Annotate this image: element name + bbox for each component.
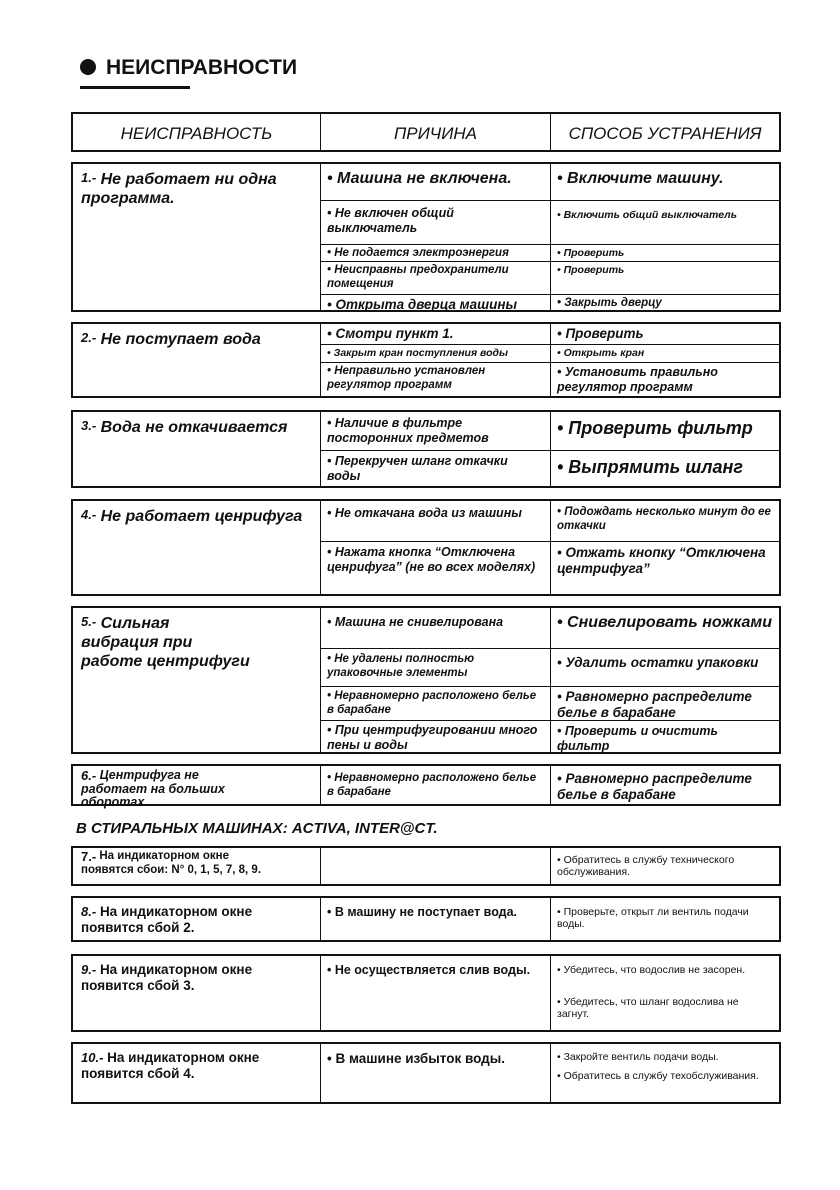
fix-cell: • Равномерно распределите белье в барабане	[551, 686, 779, 720]
fix-cell: • Снивелировать ножками	[557, 614, 773, 631]
fix-cell: • Установить правильно регулятор программ	[551, 362, 779, 398]
fix-cell: • Выпрямить шланг	[551, 450, 779, 488]
problem-text: $^{3.-}$ Вода не откачивается	[81, 418, 288, 436]
fix-cell: • Подождать несколько минут до ее откачки	[557, 506, 771, 532]
table-row	[71, 896, 781, 942]
fix-cell: • Равномерно распределите белье в барабане	[557, 771, 752, 802]
cause-cell: • Машина не включена.	[327, 170, 512, 187]
cause-cell: • В машину не поступает вода.	[327, 905, 518, 919]
table-row	[71, 954, 781, 1032]
cause-cell: • Неправильно установлен регулятор программ	[321, 362, 550, 398]
header-fix: СПОСОБ УСТРАНЕНИЯ	[568, 124, 762, 143]
cause-cell: • Неравномерно расположено белье в барабане	[327, 772, 537, 798]
fix-cell: • Убедитесь, что шланг водослива не загнут.	[557, 996, 739, 1021]
fix-cell: • Обратитесь в службу техобслуживания.	[557, 1070, 759, 1082]
problem-text: 10.- На индикаторном окне появится сбой 4.	[81, 1050, 260, 1082]
fix-cell: • Включите машину.	[557, 170, 724, 187]
cause-cell: • Неисправны предохранители помещения	[321, 261, 550, 294]
fix-cell: • Проверить	[551, 244, 779, 261]
table-row	[71, 846, 781, 886]
fix-cell: • Проверить	[551, 261, 779, 294]
cause-cell: • Открыта дверца машины	[321, 294, 550, 312]
problem-text: 9.- На индикаторном окне появится сбой 3.	[81, 962, 253, 994]
fix-cell: • Проверить и очистить фильтр	[551, 720, 779, 754]
cause-cell: • При центрифугировании много пены и воды	[321, 720, 550, 754]
fix-cell: • Проверить фильтр	[557, 418, 753, 438]
cause-cell: • Перекручен шланг откачки воды	[321, 450, 550, 488]
problem-text: $^{4.-}$ Не работает ценрифуга	[81, 507, 303, 525]
cause-cell: • Не подается электроэнергия	[321, 244, 550, 261]
header-cause: ПРИЧИНА	[393, 124, 478, 143]
fix-cell: • Удалить остатки упаковки	[551, 648, 779, 686]
cause-cell: • В машине избыток воды.	[327, 1051, 506, 1066]
cause-cell	[321, 852, 550, 856]
table-row	[71, 1042, 781, 1104]
table-row	[71, 764, 781, 809]
title-underline	[80, 86, 190, 89]
table-row	[71, 162, 781, 312]
cause-cell: • Наличие в фильтре посторонних предметов	[327, 416, 489, 445]
cause-cell: • Нажата кнопка “Отключена ценрифуга” (не во всех моделях)	[321, 541, 550, 596]
cause-cell: • Закрыт кран поступления воды	[321, 344, 550, 362]
problem-text: $^{2.-}$ Не поступает вода	[81, 330, 261, 348]
problem-text: 8.- На индикаторном окне появится сбой 2.	[81, 904, 253, 936]
fix-cell: • Проверить	[557, 326, 644, 341]
fix-cell: • Открыть кран	[551, 344, 779, 362]
fix-cell: • Закройте вентиль подачи воды.	[557, 1051, 719, 1063]
cause-cell: • Неравномерно расположено белье в барабане	[321, 686, 550, 720]
section-title: В СТИРАЛЬНЫХ МАШИНАХ: ACTIVA, INTER@CT.	[76, 820, 438, 837]
cause-cell: • Не удалены полностью упаковочные элементы	[321, 648, 550, 686]
header-problem: НЕИСПРАВНОСТЬ	[120, 124, 273, 143]
cause-cell: • Машина не снивелирована	[327, 615, 504, 629]
problem-text: $^{1.-}$ Не работает ни одна программа.	[81, 170, 277, 208]
fix-cell: • Включить общий выключатель	[551, 200, 779, 244]
problem-text: 6.- Центрифуга не работает на больших оборотах	[81, 768, 225, 809]
fix-cell: • Убедитесь, что водослив не засорен.	[557, 964, 746, 976]
cause-cell: • Не осуществляется слив воды.	[327, 963, 531, 977]
problem-text: 7.- На индикаторном окне появятся сбои: N° 0, 1, 5, 7, 8, 9.	[81, 849, 262, 876]
bullet-icon	[80, 59, 96, 75]
table-row	[71, 322, 781, 398]
page-title: НЕИСПРАВНОСТИ	[80, 56, 297, 80]
table-row	[71, 606, 781, 754]
fix-cell: • Обратитесь в службу технического обслуживания.	[557, 854, 735, 879]
table-row	[71, 410, 781, 488]
fix-cell: • Отжать кнопку “Отключена центрифуга”	[551, 541, 779, 596]
problem-text: $^{5.-}$ Сильная вибрация при работе центрифуги	[81, 614, 250, 671]
fix-cell: • Проверьте, открыт ли вентиль подачи воды.	[557, 906, 749, 931]
cause-cell: • Смотри пункт 1.	[327, 326, 454, 341]
table-row	[71, 499, 781, 596]
fix-cell: • Закрыть дверцу	[551, 294, 779, 312]
cause-cell: • Не включен общий выключатель	[321, 200, 550, 244]
cause-cell: • Не откачана вода из машины	[327, 506, 522, 520]
table-header	[71, 112, 781, 152]
